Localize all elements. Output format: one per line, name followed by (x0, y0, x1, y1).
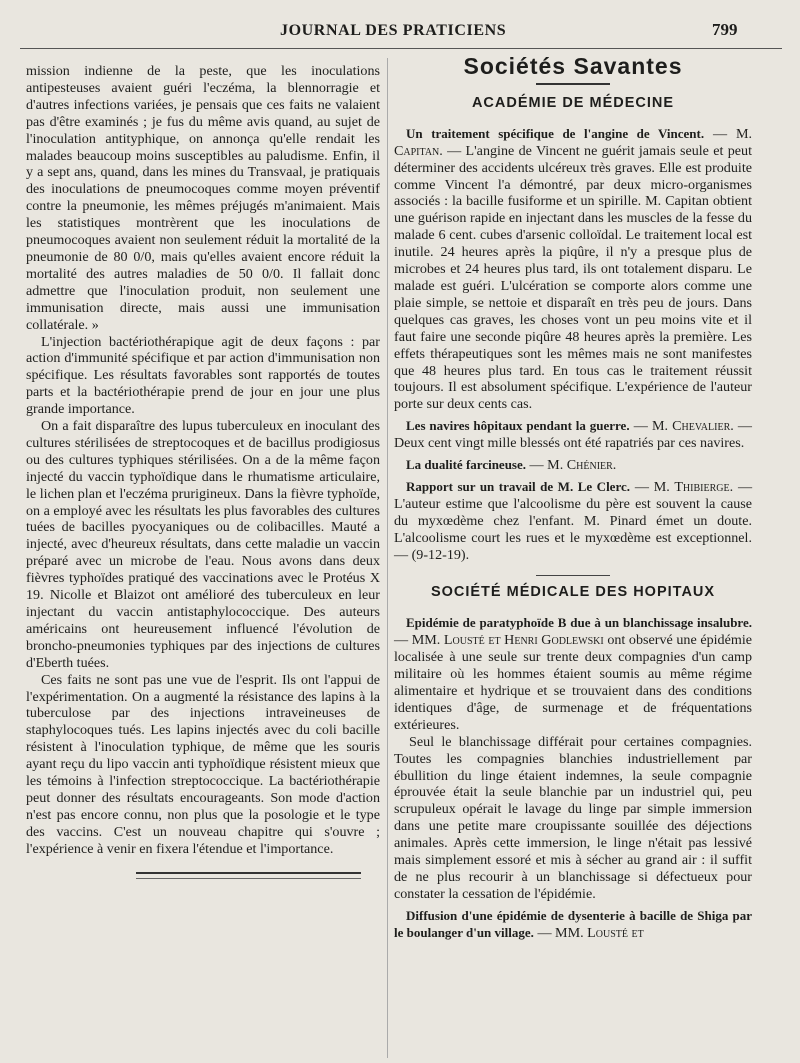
report-title: Rapport sur un travail de M. Le Clerc. (406, 478, 631, 494)
report-text: — Deux cent vingt mille blessés ont été rapatriés par ces navires. (394, 418, 753, 452)
right-column (394, 53, 753, 942)
report-title: Epidémie de paratyphoïde B due à un blanchissage insalubre. (406, 615, 752, 631)
report-author: — MM. Lousté et Henri Godlewski (394, 632, 604, 649)
report-author: — M. Chénier. (529, 457, 617, 474)
report-entry (394, 615, 752, 733)
article-end-rule-thin (136, 878, 361, 879)
report-title: Les navires hôpitaux pendant la guerre. (406, 418, 630, 434)
report-entry (394, 908, 752, 942)
section-divider (536, 575, 610, 576)
column-divider (387, 58, 388, 1058)
report-author: M. Capitan. (394, 125, 752, 159)
article-end-rule (136, 872, 361, 874)
societe-heading: SOCIÉTÉ MÉDICALE DES HOPITAUX (430, 584, 716, 601)
paragraph: On a fait disparaître des lupus tuberculeux en inoculant des cultures stérilisées de streptocoques et de bacillus prodigiosus ou des cultures typhiques stérilisées. On a de la même façon injecté du vaccin typhoïdique dans le rhumatisme articulaire, le lichen plan et l'eczéma prurigineux. Dans la fièvre typhoïde, on a employé avec les résultats les plus favorables des cultures tuées de bacilles pyocyaniques ou de colibacilles. Mauté a injecté, avec d'heureux résultats, dans cette maladie un vaccin préparé avec un microbe de l'eau. Nous avons dans deux fièvres typhoïdes pratiqué des vaccinations avec le Protéus X 19. Nicolle et Blaizot ont amélioré des tuberculeux en leur injectant du vaccin antistaphylococcique. Des auteurs américains ont heureusement influencé l'évolution de broncho-pneumonies typhiques par des injections de cultures d'Eberth tuées. (26, 418, 380, 671)
report-author: — M. Chevalier. (633, 418, 734, 435)
report-text: — L'auteur estime que l'alcoolisme du père est souvent la cause du myxœdème chez l'enfant. M. Pinard émet un doute. L'alcoolisme court les rues et le myxœdème est exceptionnel. — (9-12-19). (394, 478, 753, 563)
section-title: Sociétés Savantes (463, 53, 683, 79)
report-title: La dualité farcineuse. (406, 457, 527, 473)
left-column (26, 63, 380, 879)
report-author: — MM. Lousté et (537, 924, 644, 941)
page-header (0, 18, 800, 46)
paragraph: Seul le blanchissage différait pour certaines compagnies. Toutes les compagnies blanchies industriellement par ébullition du linge étaient indemnes, la seule compagnie éprouvée était la seule blanchie par un industriel qui, peu scrupuleux opérait le lavage du linge par simple immersion dans une petite mare croupissante souillée des déjections animales. Après cette immersion, le linge n'était pas lessivé mais simplement essoré et mis à sécher au grand air : il suffit de ne plus recourir à un blanchissage si défectueux pour constater la cessation de l'épidémie. (394, 733, 752, 902)
header-divider (20, 48, 782, 49)
journal-title: JOURNAL DES PRATICIENS (280, 22, 507, 39)
report-text: — L'angine de Vincent ne guérit jamais seule et peut déterminer des accidents ulcéreux très graves. Elle est produite comme Vincent l'a démontré, par deux micro-organismes associés : la bacille fusiforme et un spirille. M. Capitan obtient une guérison rapide en injectant dans les muscles de la fesse du malade 6 cent. cubes d'arsenic colloïdal. Le traitement local est inutile. 24 heures après la piqûre, il n'y a presque plus de microbes et 24 heures plus tard, ils ont totalement disparu. Le malade est guéri. L'ulcération se comporte alors comme une plaie simple, se nettoie et disparaît en très peu de jours. Dans quelques cas graves, les choses vont un peu moins vite et il faut faire une seconde piqûre 48 heures après la première. Les effets thérapeutiques sont les mêmes mais ne sont manifestes que 48 heures plus tard. En tous cas le traitement réussit toujours. Il est absolument spécifique. L'expérience de l'auteur porte sur deux cents cas. (394, 142, 752, 413)
paragraph: Ces faits ne sont pas une vue de l'esprit. Ils ont l'appui de l'expérimentation. On a augmenté la résistance des lapins à la tuberculose par des injections intraveineuses de staphylocoques tués. Les lapins injectés avec du coli bacille résistent à l'inoculation typhique, de même que les souris ayant reçu du lipo vaccin anti typhoïdique résistent mieux que les témoins à l'infection streptococcique. La bactériothérapie peut donner des résultats encourageants. Son mode d'action n'est pas encore connu, non plus que la posologie et le type des vaccins. C'est un nouveau chapitre qui s'ouvre ; l'expérience à venir en fixera l'étendue et l'importance. (26, 671, 380, 857)
paragraph: mission indienne de la peste, que les inoculations antipesteuses avaient guéri l'eczéma, la blennorragie et d'autres infections variées, je pensais que ces faits ne valaient pas d'être examinés ; je fus du même avis quand, au sujet de l'inoculation antityphique, on annonça qu'elle rendait les malades beaucoup moins susceptibles au paludisme. Enfin, il y a sept ans, quand, dans les mines du Transvaal, je pratiquais des inoculations de pneumocoques comme moyen préventif contre la pneumonie, les mêmes préjugés m'animaient. Mais les statistiques montrèrent que les inoculations de pneumocoques avaient non seulement réduit la mortalité de la pneumonie de 80 0/0, mais qu'elles avaient encore réduit la mortalité des autres maladies de 50 0/0. Il fallait donc admettre que l'inoculation produit, non seulement une immunisation directe, mais aussi une immunisation collatérale. » (26, 63, 380, 333)
report-entry (394, 418, 752, 452)
paragraph: L'injection bactériothérapique agit de deux façons : par action d'immunité spécifique et par action d'immunisation non spécifique. Les résultats favorables sont rapportés de toutes parts et la bactériothérapie prend de jour en jour une plus grande importance. (26, 333, 380, 418)
academie-heading: ACADÉMIE DE MÉDECINE (471, 94, 675, 111)
section-divider (536, 83, 610, 85)
report-title: Diffusion d'une épidémie de dysenterie à bacille de Shiga par le boulanger d'un village. (394, 907, 752, 940)
report-text: ont observé une épidémie localisée à une seule sur trente deux compagnies d'un camp militaire où les hommes étaient soumis au même régime alimentaire et hydrique et se trouvaient dans des conditions identiques d'âge, de surmenage et de fréquentations extérieures. (394, 632, 752, 733)
page-number: 799 (712, 20, 738, 39)
report-author: — M. Thibierge. (634, 478, 734, 495)
report-entry: Un traitement spécifique de l'angine de Vincent. — M. Capitan. — L'angine de Vincent ne guérit jamais seule et peut déterminer des accidents ulcéreux très graves. Elle est produite comme Vincent l'a démontré, par deux micro-organismes associés : la bacille fusiforme et un spirille. M. Capitan obtient une guérison rapide en injectant dans les muscles de la fesse du malade 6 cent. cubes d'arsenic colloïdal. Le traitement local est inutile. 24 heures après la piqûre, il n'y a presque plus de microbes et 24 heures plus tard, ils ont totalement disparu. Le malade est guéri. L'ulcération se comporte alors comme une plaie simple, se nettoie et disparaît en très peu de jours. Dans quelques cas graves, les choses vont un peu moins vite et il faut faire une seconde piqûre 48 heures après la première. Les effets thérapeutiques sont les mêmes mais ne sont manifestes que 48 heures plus tard. En tous cas le traitement réussit toujours. Il est absolument spécifique. L'expérience de l'auteur porte sur deux cents cas. (394, 125, 752, 413)
report-entry (394, 479, 752, 564)
report-title: Un traitement spécifique de l'angine de Vincent. (406, 125, 705, 141)
report-entry (394, 457, 752, 474)
